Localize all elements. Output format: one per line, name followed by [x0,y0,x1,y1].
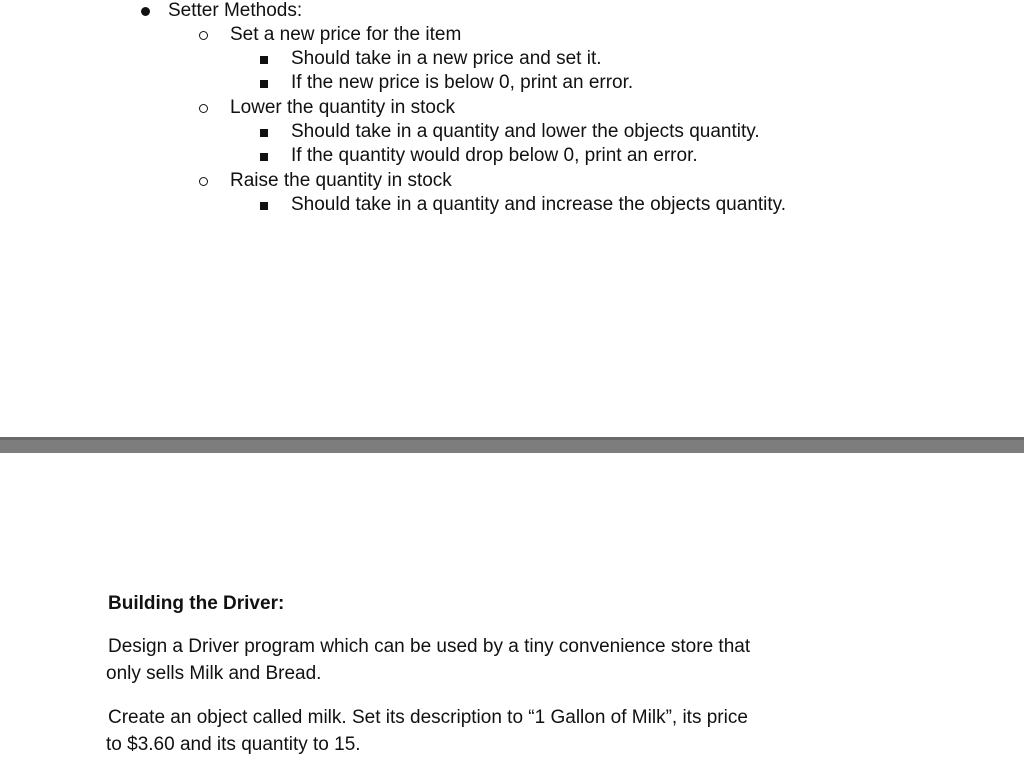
bullet-circle-icon [199,177,208,186]
section-heading: Building the Driver: [108,593,285,614]
paragraph-line: Create an object called milk. Set its description to “1 Gallon of Milk”, its price [108,707,748,728]
bullet-square-icon [260,202,268,210]
list-item-lower-quantity: Lower the quantity in stock [230,97,455,118]
paragraph-line: only sells Milk and Bread. [106,663,322,684]
list-subitem: Should take in a new price and set it. [291,48,602,69]
paragraph-line: Design a Driver program which can be used by a tiny convenience store that [108,636,751,657]
bullet-circle-icon [199,31,208,40]
bullet-circle-icon [199,104,208,113]
bullet-disc-icon [141,7,150,16]
bullet-square-icon [260,56,268,64]
list-item-raise-quantity: Raise the quantity in stock [230,170,452,191]
list-subitem: Should take in a quantity and lower the objects quantity. [291,121,760,142]
setter-methods-title: Setter Methods: [168,0,303,21]
list-subitem: If the quantity would drop below 0, print an error. [291,145,698,166]
bullet-square-icon [260,153,268,161]
list-item-set-price: Set a new price for the item [230,24,462,45]
page-separator [0,437,1024,453]
list-subitem: If the new price is below 0, print an error. [291,72,634,93]
list-subitem: Should take in a quantity and increase the objects quantity. [291,194,787,215]
paragraph-line: to $3.60 and its quantity to 15. [106,734,361,755]
bullet-square-icon [260,80,268,88]
document-page-lower [0,453,1024,768]
page-separator-shadow [0,437,1024,440]
bullet-square-icon [260,129,268,137]
